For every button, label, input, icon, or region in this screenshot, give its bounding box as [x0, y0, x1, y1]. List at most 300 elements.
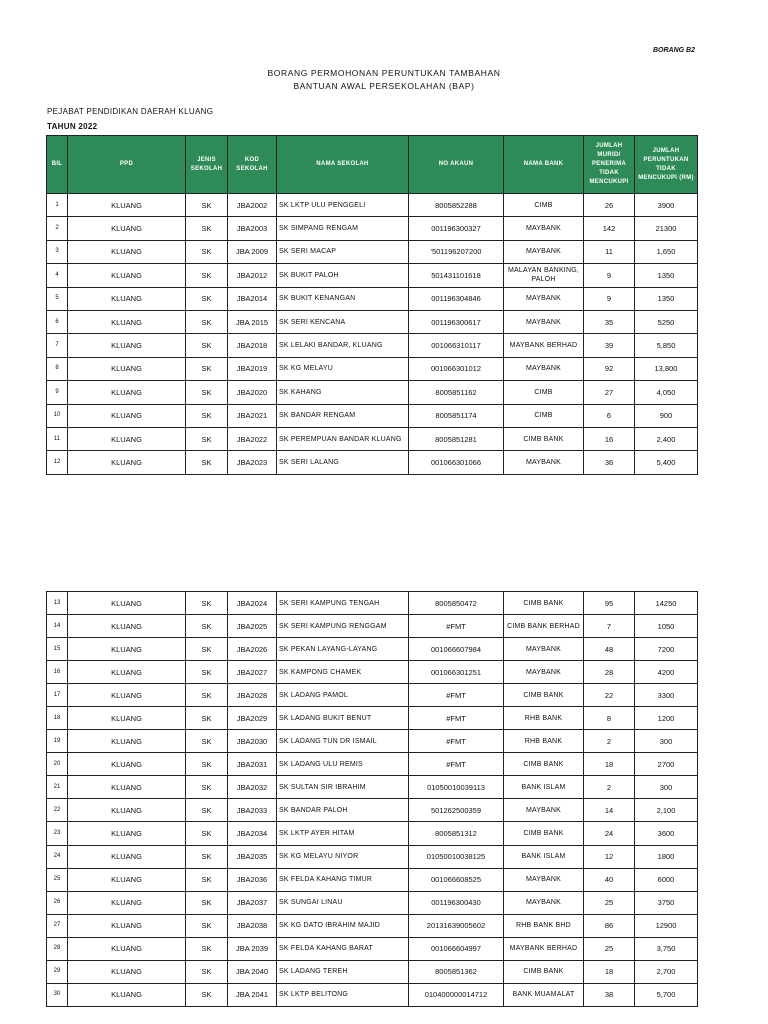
- jenis-sekolah-cell: SK: [186, 240, 228, 263]
- table-row: [47, 730, 698, 753]
- nama-sekolah-cell: SK BUKIT PALOH: [277, 264, 409, 287]
- bil-cell: 6: [47, 310, 68, 333]
- nama-bank-cell: RHB BANK BHD: [504, 914, 584, 937]
- kod-sekolah-cell: JBA2023: [228, 451, 277, 474]
- no-akaun-cell: 001066607984: [409, 638, 504, 661]
- jumlah-peruntukan-cell: 12900: [635, 914, 698, 937]
- title-line-1: BORANG PERMOHONAN PERUNTUKAN TAMBAHAN: [267, 68, 501, 78]
- jenis-sekolah-cell: SK: [186, 799, 228, 822]
- jumlah-murid-cell: 7: [584, 615, 635, 638]
- no-akaun-cell: 001196300430: [409, 891, 504, 914]
- jumlah-peruntukan-cell: 1800: [635, 845, 698, 868]
- nama-bank-cell: MAYBANK: [504, 891, 584, 914]
- jumlah-peruntukan-cell: 14250: [635, 592, 698, 615]
- kod-sekolah-cell: JBA 2040: [228, 960, 277, 983]
- kod-sekolah-cell: JBA2018: [228, 334, 277, 357]
- jenis-sekolah-cell: SK: [186, 891, 228, 914]
- jumlah-peruntukan-cell: 21300: [635, 217, 698, 240]
- jenis-sekolah-cell: SK: [186, 707, 228, 730]
- ppd-cell: KLUANG: [68, 357, 186, 380]
- bil-cell: 19: [47, 730, 68, 753]
- ppd-cell: KLUANG: [68, 264, 186, 287]
- no-akaun-cell: 01050010039113: [409, 776, 504, 799]
- bil-cell: 12: [47, 451, 68, 474]
- ppd-cell: KLUANG: [68, 615, 186, 638]
- title-line-2: BANTUAN AWAL PERSEKOLAHAN (BAP): [293, 81, 475, 91]
- jumlah-peruntukan-cell: 5,850: [635, 334, 698, 357]
- jenis-sekolah-cell: SK: [186, 451, 228, 474]
- no-akaun-cell: 8005851312: [409, 822, 504, 845]
- jumlah-peruntukan-cell: 2,100: [635, 799, 698, 822]
- jumlah-peruntukan-cell: 3300: [635, 684, 698, 707]
- ppd-cell: KLUANG: [68, 334, 186, 357]
- kod-sekolah-cell: JBA2019: [228, 357, 277, 380]
- jenis-sekolah-cell: SK: [186, 615, 228, 638]
- ppd-cell: KLUANG: [68, 638, 186, 661]
- ppd-cell: KLUANG: [68, 730, 186, 753]
- nama-sekolah-cell: SK LKTP ULU PENGGELI: [277, 194, 409, 217]
- table-row: [47, 240, 698, 263]
- kod-sekolah-cell: JBA2020: [228, 381, 277, 404]
- ppd-cell: KLUANG: [68, 799, 186, 822]
- nama-sekolah-cell: SK BUKIT KENANGAN: [277, 287, 409, 310]
- jenis-sekolah-cell: SK: [186, 217, 228, 240]
- jumlah-murid-cell: 26: [584, 194, 635, 217]
- no-akaun-cell: '501196207200: [409, 240, 504, 263]
- jenis-sekolah-cell: SK: [186, 638, 228, 661]
- table-row: [47, 914, 698, 937]
- table-row: [47, 753, 698, 776]
- kod-sekolah-cell: JBA2014: [228, 287, 277, 310]
- kod-sekolah-cell: JBA2038: [228, 914, 277, 937]
- nama-bank-cell: BANK ISLAM: [504, 845, 584, 868]
- jumlah-peruntukan-cell: 6000: [635, 868, 698, 891]
- kod-sekolah-cell: JBA 2039: [228, 937, 277, 960]
- jenis-sekolah-cell: SK: [186, 310, 228, 333]
- nama-sekolah-cell: SK LKTP AYER HITAM: [277, 822, 409, 845]
- no-akaun-cell: 501262500359: [409, 799, 504, 822]
- jumlah-murid-cell: 2: [584, 776, 635, 799]
- table-row: [47, 357, 698, 380]
- jenis-sekolah-cell: SK: [186, 592, 228, 615]
- ppd-cell: KLUANG: [68, 845, 186, 868]
- jumlah-peruntukan-cell: 2700: [635, 753, 698, 776]
- office-name: PEJABAT PENDIDIKAN DAERAH KLUANG: [47, 107, 214, 116]
- jenis-sekolah-cell: SK: [186, 381, 228, 404]
- nama-sekolah-cell: SK LELAKI BANDAR, KLUANG: [277, 334, 409, 357]
- no-akaun-cell: 8005851281: [409, 427, 504, 450]
- jenis-sekolah-cell: SK: [186, 287, 228, 310]
- jenis-sekolah-cell: SK: [186, 334, 228, 357]
- kod-sekolah-cell: JBA2028: [228, 684, 277, 707]
- nama-bank-cell: CIMB: [504, 194, 584, 217]
- kod-sekolah-cell: JBA 2009: [228, 240, 277, 263]
- no-akaun-cell: #FMT: [409, 684, 504, 707]
- nama-bank-cell: BANK ISLAM: [504, 776, 584, 799]
- nama-sekolah-cell: SK BANDAR PALOH: [277, 799, 409, 822]
- kod-sekolah-cell: JBA2030: [228, 730, 277, 753]
- nama-bank-cell: CIMB BANK: [504, 822, 584, 845]
- nama-sekolah-cell: SK KG DATO IBRAHIM MAJID: [277, 914, 409, 937]
- ppd-cell: KLUANG: [68, 822, 186, 845]
- no-akaun-cell: 8005851174: [409, 404, 504, 427]
- table-row: [47, 310, 698, 333]
- bil-cell: 26: [47, 891, 68, 914]
- kod-sekolah-cell: JBA2021: [228, 404, 277, 427]
- nama-bank-cell: CIMB BANK: [504, 684, 584, 707]
- nama-sekolah-cell: SK KG MELAYU: [277, 357, 409, 380]
- no-akaun-cell: 001066301066: [409, 451, 504, 474]
- ppd-cell: KLUANG: [68, 194, 186, 217]
- col-nama-bank: NAMA BANK: [504, 136, 584, 194]
- jumlah-murid-cell: 48: [584, 638, 635, 661]
- nama-sekolah-cell: SK KAMPONG CHAMEK: [277, 661, 409, 684]
- table-row: [47, 381, 698, 404]
- jumlah-murid-cell: 22: [584, 684, 635, 707]
- jumlah-murid-cell: 39: [584, 334, 635, 357]
- table-row: [47, 334, 698, 357]
- no-akaun-cell: #FMT: [409, 753, 504, 776]
- nama-bank-cell: MAYBANK: [504, 287, 584, 310]
- no-akaun-cell: 8005852288: [409, 194, 504, 217]
- col-no-akaun: NO AKAUN: [409, 136, 504, 194]
- jumlah-peruntukan-cell: 3750: [635, 891, 698, 914]
- nama-sekolah-cell: SK FELDA KAHANG BARAT: [277, 937, 409, 960]
- ppd-cell: KLUANG: [68, 310, 186, 333]
- bil-cell: 20: [47, 753, 68, 776]
- nama-bank-cell: MAYBANK: [504, 357, 584, 380]
- bil-cell: 13: [47, 592, 68, 615]
- jumlah-murid-cell: 28: [584, 661, 635, 684]
- ppd-cell: KLUANG: [68, 427, 186, 450]
- kod-sekolah-cell: JBA2031: [228, 753, 277, 776]
- table-row: [47, 868, 698, 891]
- table-row: [47, 937, 698, 960]
- jumlah-peruntukan-cell: 1,650: [635, 240, 698, 263]
- jumlah-murid-cell: 9: [584, 287, 635, 310]
- jumlah-peruntukan-cell: 1350: [635, 264, 698, 287]
- table-row: [47, 404, 698, 427]
- nama-bank-cell: CIMB: [504, 404, 584, 427]
- bil-cell: 17: [47, 684, 68, 707]
- nama-sekolah-cell: SK SIMPANG RENGAM: [277, 217, 409, 240]
- year-label: TAHUN 2022: [47, 122, 98, 131]
- table-row: [47, 194, 698, 217]
- col-jumlah-peruntukan: JUMLAH PERUNTUKAN TIDAK MENCUKUPI (RM): [635, 136, 698, 194]
- ppd-cell: KLUANG: [68, 868, 186, 891]
- table-row: [47, 592, 698, 615]
- table-row: [47, 615, 698, 638]
- no-akaun-cell: 8005851362: [409, 960, 504, 983]
- ppd-cell: KLUANG: [68, 960, 186, 983]
- no-akaun-cell: 20131639005602: [409, 914, 504, 937]
- nama-sekolah-cell: SK SERI KENCANA: [277, 310, 409, 333]
- jenis-sekolah-cell: SK: [186, 845, 228, 868]
- nama-bank-cell: MAYBANK BERHAD: [504, 937, 584, 960]
- no-akaun-cell: 001066301012: [409, 357, 504, 380]
- jumlah-peruntukan-cell: 13,800: [635, 357, 698, 380]
- nama-bank-cell: RHB BANK: [504, 707, 584, 730]
- ppd-cell: KLUANG: [68, 381, 186, 404]
- nama-bank-cell: MAYBANK BERHAD: [504, 334, 584, 357]
- no-akaun-cell: 8005851162: [409, 381, 504, 404]
- nama-sekolah-cell: SK SERI MACAP: [277, 240, 409, 263]
- table-row: [47, 638, 698, 661]
- ppd-cell: KLUANG: [68, 661, 186, 684]
- jumlah-murid-cell: 95: [584, 592, 635, 615]
- kod-sekolah-cell: JBA2036: [228, 868, 277, 891]
- jumlah-murid-cell: 27: [584, 381, 635, 404]
- bil-cell: 30: [47, 983, 68, 1006]
- jumlah-murid-cell: 35: [584, 310, 635, 333]
- nama-sekolah-cell: SK PEKAN LAYANG-LAYANG: [277, 638, 409, 661]
- jenis-sekolah-cell: SK: [186, 194, 228, 217]
- no-akaun-cell: 501431101618: [409, 264, 504, 287]
- jumlah-peruntukan-cell: 4,050: [635, 381, 698, 404]
- jumlah-murid-cell: 36: [584, 451, 635, 474]
- no-akaun-cell: 001196300617: [409, 310, 504, 333]
- nama-bank-cell: CIMB: [504, 381, 584, 404]
- bil-cell: 15: [47, 638, 68, 661]
- nama-bank-cell: MALAYAN BANKING, PALOH: [504, 264, 584, 287]
- bil-cell: 4: [47, 264, 68, 287]
- kod-sekolah-cell: JBA2003: [228, 217, 277, 240]
- jumlah-murid-cell: 8: [584, 707, 635, 730]
- col-ppd: PPD: [68, 136, 186, 194]
- ppd-cell: KLUANG: [68, 776, 186, 799]
- table-row: [47, 427, 698, 450]
- nama-sekolah-cell: SK SERI KAMPUNG TENGAH: [277, 592, 409, 615]
- nama-sekolah-cell: SK LADANG TEREH: [277, 960, 409, 983]
- ppd-cell: KLUANG: [68, 451, 186, 474]
- nama-sekolah-cell: SK BANDAR RENGAM: [277, 404, 409, 427]
- jumlah-murid-cell: 142: [584, 217, 635, 240]
- table-row: [47, 983, 698, 1006]
- jenis-sekolah-cell: SK: [186, 822, 228, 845]
- jenis-sekolah-cell: SK: [186, 684, 228, 707]
- jumlah-peruntukan-cell: 4200: [635, 661, 698, 684]
- nama-sekolah-cell: SK LADANG PAMOL: [277, 684, 409, 707]
- kod-sekolah-cell: JBA 2041: [228, 983, 277, 1006]
- bil-cell: 8: [47, 357, 68, 380]
- nama-bank-cell: CIMB BANK: [504, 427, 584, 450]
- jenis-sekolah-cell: SK: [186, 427, 228, 450]
- no-akaun-cell: 001066301251: [409, 661, 504, 684]
- jumlah-peruntukan-cell: 3,750: [635, 937, 698, 960]
- col-kod-sekolah: KOD SEKOLAH: [228, 136, 277, 194]
- no-akaun-cell: #FMT: [409, 707, 504, 730]
- jumlah-murid-cell: 14: [584, 799, 635, 822]
- no-akaun-cell: 01050010038125: [409, 845, 504, 868]
- jumlah-peruntukan-cell: 1050: [635, 615, 698, 638]
- jenis-sekolah-cell: SK: [186, 661, 228, 684]
- jumlah-peruntukan-cell: 900: [635, 404, 698, 427]
- no-akaun-cell: 001066604997: [409, 937, 504, 960]
- bil-cell: 22: [47, 799, 68, 822]
- jumlah-murid-cell: 25: [584, 937, 635, 960]
- nama-sekolah-cell: SK LADANG BUKIT BENUT: [277, 707, 409, 730]
- jumlah-peruntukan-cell: 1350: [635, 287, 698, 310]
- kod-sekolah-cell: JBA2037: [228, 891, 277, 914]
- kod-sekolah-cell: JBA2034: [228, 822, 277, 845]
- jenis-sekolah-cell: SK: [186, 937, 228, 960]
- ppd-cell: KLUANG: [68, 707, 186, 730]
- bil-cell: 7: [47, 334, 68, 357]
- jumlah-murid-cell: 16: [584, 427, 635, 450]
- kod-sekolah-cell: JBA2033: [228, 799, 277, 822]
- kod-sekolah-cell: JBA2022: [228, 427, 277, 450]
- bil-cell: 16: [47, 661, 68, 684]
- no-akaun-cell: 001196300327: [409, 217, 504, 240]
- jumlah-murid-cell: 9: [584, 264, 635, 287]
- no-akaun-cell: 010400000014712: [409, 983, 504, 1006]
- jenis-sekolah-cell: SK: [186, 983, 228, 1006]
- ppd-cell: KLUANG: [68, 753, 186, 776]
- kod-sekolah-cell: JBA2012: [228, 264, 277, 287]
- table-row: [47, 822, 698, 845]
- nama-bank-cell: MAYBANK: [504, 868, 584, 891]
- nama-sekolah-cell: SK LADANG TUN DR ISMAIL: [277, 730, 409, 753]
- bil-cell: 1: [47, 194, 68, 217]
- kod-sekolah-cell: JBA 2015: [228, 310, 277, 333]
- jumlah-peruntukan-cell: 7200: [635, 638, 698, 661]
- col-jumlah-murid: JUMLAH MURID/ PENERIMA TIDAK MENCUKUPI: [584, 136, 635, 194]
- bil-cell: 25: [47, 868, 68, 891]
- nama-bank-cell: MAYBANK: [504, 310, 584, 333]
- no-akaun-cell: 001196304846: [409, 287, 504, 310]
- nama-bank-cell: RHB BANK: [504, 730, 584, 753]
- table-row: [47, 661, 698, 684]
- jumlah-murid-cell: 24: [584, 822, 635, 845]
- kod-sekolah-cell: JBA2032: [228, 776, 277, 799]
- no-akaun-cell: #FMT: [409, 615, 504, 638]
- bil-cell: 2: [47, 217, 68, 240]
- nama-bank-cell: BANK MUAMALAT: [504, 983, 584, 1006]
- jumlah-peruntukan-cell: 3600: [635, 822, 698, 845]
- table-row: [47, 707, 698, 730]
- ppd-cell: KLUANG: [68, 217, 186, 240]
- nama-bank-cell: CIMB BANK BERHAD: [504, 615, 584, 638]
- bil-cell: 18: [47, 707, 68, 730]
- nama-sekolah-cell: SK FELDA KAHANG TIMUR: [277, 868, 409, 891]
- ppd-cell: KLUANG: [68, 891, 186, 914]
- jumlah-murid-cell: 18: [584, 753, 635, 776]
- table-row: [47, 891, 698, 914]
- bil-cell: 28: [47, 937, 68, 960]
- kod-sekolah-cell: JBA2027: [228, 661, 277, 684]
- allocation-table-part-2: [46, 591, 698, 1007]
- jumlah-peruntukan-cell: 2,700: [635, 960, 698, 983]
- bil-cell: 3: [47, 240, 68, 263]
- jumlah-murid-cell: 6: [584, 404, 635, 427]
- no-akaun-cell: 001066310117: [409, 334, 504, 357]
- bil-cell: 21: [47, 776, 68, 799]
- table-row: [47, 451, 698, 474]
- col-nama-sekolah: NAMA SEKOLAH: [277, 136, 409, 194]
- kod-sekolah-cell: JBA2029: [228, 707, 277, 730]
- ppd-cell: KLUANG: [68, 404, 186, 427]
- jumlah-murid-cell: 92: [584, 357, 635, 380]
- ppd-cell: KLUANG: [68, 684, 186, 707]
- jenis-sekolah-cell: SK: [186, 404, 228, 427]
- bil-cell: 11: [47, 427, 68, 450]
- nama-sekolah-cell: SK KAHANG: [277, 381, 409, 404]
- jumlah-murid-cell: 40: [584, 868, 635, 891]
- nama-bank-cell: MAYBANK: [504, 638, 584, 661]
- jenis-sekolah-cell: SK: [186, 914, 228, 937]
- jumlah-peruntukan-cell: 300: [635, 730, 698, 753]
- jumlah-murid-cell: 12: [584, 845, 635, 868]
- nama-sekolah-cell: SK KG MELAYU NIYOR: [277, 845, 409, 868]
- jumlah-peruntukan-cell: 3900: [635, 194, 698, 217]
- jumlah-murid-cell: 11: [584, 240, 635, 263]
- nama-bank-cell: CIMB BANK: [504, 753, 584, 776]
- table-row: [47, 799, 698, 822]
- col-bil: BIL: [47, 136, 68, 194]
- kod-sekolah-cell: JBA2026: [228, 638, 277, 661]
- nama-bank-cell: MAYBANK: [504, 799, 584, 822]
- jumlah-peruntukan-cell: 2,400: [635, 427, 698, 450]
- jumlah-peruntukan-cell: 5250: [635, 310, 698, 333]
- nama-sekolah-cell: SK SULTAN SIR IBRAHIM: [277, 776, 409, 799]
- bil-cell: 24: [47, 845, 68, 868]
- nama-sekolah-cell: SK PEREMPUAN BANDAR KLUANG: [277, 427, 409, 450]
- no-akaun-cell: #FMT: [409, 730, 504, 753]
- kod-sekolah-cell: JBA2024: [228, 592, 277, 615]
- table-row: [47, 264, 698, 287]
- jumlah-peruntukan-cell: 300: [635, 776, 698, 799]
- jenis-sekolah-cell: SK: [186, 776, 228, 799]
- kod-sekolah-cell: JBA2002: [228, 194, 277, 217]
- ppd-cell: KLUANG: [68, 240, 186, 263]
- bil-cell: 29: [47, 960, 68, 983]
- table-row: [47, 845, 698, 868]
- nama-sekolah-cell: SK LADANG ULU REMIS: [277, 753, 409, 776]
- bil-cell: 14: [47, 615, 68, 638]
- nama-bank-cell: MAYBANK: [504, 451, 584, 474]
- kod-sekolah-cell: JBA2035: [228, 845, 277, 868]
- jumlah-murid-cell: 38: [584, 983, 635, 1006]
- kod-sekolah-cell: JBA2025: [228, 615, 277, 638]
- nama-sekolah-cell: SK SUNGAI LINAU: [277, 891, 409, 914]
- jumlah-murid-cell: 2: [584, 730, 635, 753]
- bil-cell: 23: [47, 822, 68, 845]
- no-akaun-cell: 8005850472: [409, 592, 504, 615]
- document-title: [0, 67, 768, 93]
- table-row: [47, 217, 698, 240]
- ppd-cell: KLUANG: [68, 914, 186, 937]
- nama-sekolah-cell: SK SERI KAMPUNG RENGGAM: [277, 615, 409, 638]
- form-code: BORANG B2: [652, 47, 695, 54]
- no-akaun-cell: 001066608525: [409, 868, 504, 891]
- nama-bank-cell: CIMB BANK: [504, 592, 584, 615]
- jumlah-murid-cell: 25: [584, 891, 635, 914]
- nama-bank-cell: MAYBANK: [504, 217, 584, 240]
- ppd-cell: KLUANG: [68, 287, 186, 310]
- nama-sekolah-cell: SK SERI LALANG: [277, 451, 409, 474]
- nama-sekolah-cell: SK LKTP BELITONG: [277, 983, 409, 1006]
- table-header-row: [47, 136, 698, 194]
- jumlah-murid-cell: 86: [584, 914, 635, 937]
- ppd-cell: KLUANG: [68, 937, 186, 960]
- bil-cell: 10: [47, 404, 68, 427]
- table-row: [47, 776, 698, 799]
- bil-cell: 9: [47, 381, 68, 404]
- nama-bank-cell: CIMB BANK: [504, 960, 584, 983]
- jenis-sekolah-cell: SK: [186, 960, 228, 983]
- nama-bank-cell: MAYBANK: [504, 240, 584, 263]
- ppd-cell: KLUANG: [68, 592, 186, 615]
